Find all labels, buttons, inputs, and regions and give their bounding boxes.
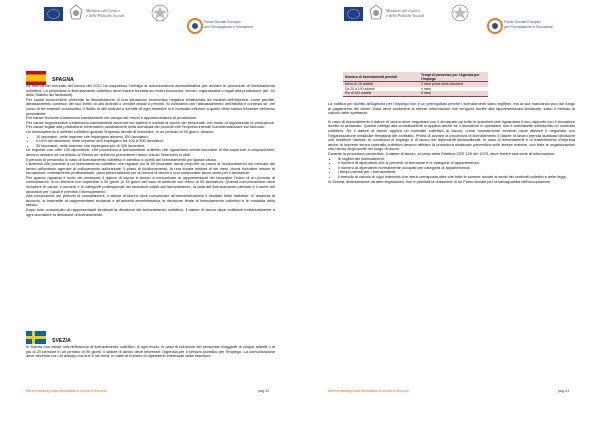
ministry-logo-text: Ministero del Lavoro e delle Politiche Sociali (386, 8, 425, 18)
republic-emblem-icon (450, 3, 470, 23)
required-information-list (328, 157, 575, 180)
republic-emblem-icon (150, 3, 170, 23)
table-header-row (343, 72, 488, 82)
table-cell: Meno di 25 addetti (343, 82, 419, 87)
table-header-cell: Numero di licenziamenti previsti (343, 72, 419, 82)
fse-logo-text: Fondo Sociale Europeo per l'Occupazione e l'Inclusione (204, 20, 254, 29)
list-item: • il numero di dipendenti normalmente occupati per categoria di appartenenza; (338, 166, 575, 171)
notice-period-table (343, 72, 488, 97)
country-heading-sweden: SVEZIA (52, 338, 71, 344)
italian-emblem-icon (368, 4, 384, 22)
table-cell: 2 mesi prima della riduzione (419, 82, 488, 87)
eu-flag-logo (344, 7, 363, 21)
country-heading-spain: SPAGNA (52, 77, 74, 83)
page-number: pag.42 (258, 389, 270, 393)
fse-logo-icon (186, 17, 204, 35)
table-row (343, 91, 488, 96)
table-cell: 6 mesi (419, 91, 488, 96)
sweden-section-text: In Svezia non esiste una definizione di licenziamento collettivo. A ogni modo, in caso di riduzione del personale maggiore di cinque addetti o di più di 20 persone in un periodo di 90 giorni, il datore di lavoro deve informare l'Agenzia per il servizio pubblico per l'Impiego. La comunicazione deve avvenire con un anticipo tra due e sei mesi, in base al numero di dipendenti interessati dalla riduzione. (26, 344, 275, 359)
sweden-continued-text: La notifica per iscritto all'Agenzia per l'Impiego non è un prerequisito perché i licenziamenti siano legittimi, ma la sua mancanza può dar luogo al pagamento dei danni. Essa deve contenere le stesse informazioni che vengono fornite alla rappresentanza sindacale, salvo il metodo di calcolo delle spettanze. In caso di licenziamento il datore di lavoro deve negoziare con il sindacato cui tutte le questioni che riguardano il suo rapporto con il lavoratore iscritto al sindacato. Questo obbligo alla contrattazione si applica anche se il lavoratore in questione non è nonostante sottoscritto un contratto collettivo. Se il datore di lavoro applica un contratto collettivo di lavoro, come normalmente avviene, deve attivare il negoziato con l'organizzazione sindacale firmataria del contratto. Prima di avviare la procedura di licenziamento il datore di lavoro prenda qualsiasi decisione che modifichi l'attività, le condizioni di impiego e di lavoro dei dipendenti sindacalizzati. In caso di licenziamenti e di trasferimento d'impresa anche le imprese senza contratto collettivo devono attivare la procedura sindacale preventiva sulle stesse materie, con tutte le organizzazioni che hanno degli iscritti nel luogo di lavoro. Durante la procedura preventiva, il datore di lavoro, ai sensi della Direttiva CEE 129 del 1975, deve fornire una serie di informazioni: • le ragioni dei licenziamenti; • il numero di dipendenti che si prevede di licenziare e le categorie di appartenenza; • il numero di dipendenti normalmente occupati per categoria di appartenenza; • i tempi previsti per i licenziamenti; • il metodo di calcolo di ogni indennità che verrà corrisposta oltre che tutte le somme dovute ai sensi dei contratti collettivi e delle leggi. In Svezia, diversamente da altre legislazioni, non è prevista la redazione di un Piano sociale per la salvaguardia dell'occupazione. (328, 102, 575, 184)
table-cell: 4 mesi (419, 87, 488, 92)
table-header-cell: Tempi di preavviso per l'Agenzia per l'Impiego (419, 72, 488, 82)
list-item: • 30 lavoratori, nelle imprese che impiegano più di 300 lavoratori. (36, 144, 275, 149)
page-footer: Benchmarking sulla flessibilità in uscita in Europa (328, 389, 409, 393)
ministry-logo-text: Ministero del Lavoro e delle Politiche Sociali (86, 8, 125, 18)
list-item: • le ragioni dei licenziamenti; (338, 157, 575, 162)
eu-flag-logo (44, 7, 63, 21)
table-cell: Più di 100 addetti (343, 91, 419, 96)
table-cell: Da 25 a 100 addetti (343, 87, 419, 92)
page-footer: Benchmarking sulla flessibilità in uscita in Europa (26, 389, 107, 393)
fse-logo-text: Fondo Sociale Europeo per l'Occupazione e l'Inclusione (504, 20, 554, 29)
list-item: • il metodo di calcolo di ogni indennità che verrà corrisposta oltre che tutte le somme dovute ai sensi dei contratti collettivi e delle leggi. (338, 175, 575, 180)
spain-threshold-list (26, 135, 275, 149)
italian-emblem-icon (68, 4, 84, 22)
right-page (300, 0, 600, 424)
list-item: • i tempi previsti per i licenziamenti; (338, 170, 575, 175)
fse-logo-icon (486, 17, 504, 35)
page-number: pag.43 (558, 389, 570, 393)
sweden-flag-icon (26, 331, 46, 344)
list-item: • 10 lavoratori, nelle imprese che impiegano almeno 100 lavoratori; (36, 135, 275, 140)
spain-section-text: La riforma del mercato del lavoro del 2012 ha soppresso l'obbligo di autorizzazione amministrativa per avviare le procedure di licenziamento collettivo. La procedura di licenziamento collettivo deve essere fondata su motivi economici, tecnici, organizzativi o legati alla produzione (art. 51 dello Statuto dei lavoratori). Per cause economiche s'intende la dimostrazione di una situazione economica negativa evidenziata da risultati dell'impresa, come perdite, abbassamento continuo del suo livello di utili ordinari o vendite attuali o previsti. Si considera che l'abbassamento dell'attività è continuo se, nel corso di tre trimestri consecutivi, il livello di utili ordinari o vendite di ogni trimestre si è mostrato inferiore a quello dello stesso trimestre dell'anno precedente. Per cause tecniche s'intendono cambiamenti nel campo dei mezzi o apparecchiature di produzione. Per cause organizzative s'intendono cambiamenti avvenuti nei sistemi e metodi di lavoro del personale, nel modo di organizzare la produzione. Per cause legate alla produzione s'intendono cambiamenti nella domanda dei prodotti che l'impresa intende commercializzare sul mercato. Un licenziamento è definito collettivo quando l'impresa decide di licenziare, in un periodo di 90 giorni, almeno: • 10 lavoratori, nelle imprese che impiegano almeno 100 lavoratori; • il 10% dei lavoratori, nelle imprese che impiegano tra 100 a 300 lavoratori; • 30 lavoratori, nelle imprese che impiegano più di 300 lavoratori. Le imprese con oltre 100 dipendenti, che procedono a licenziamenti collettivi che riguardano anche lavoratori di età superiore a cinquant'anni, devono versare un contributo al Tesoro se nell'anno precedente hanno chiuso l'esercizio in utile. Il periodo di preavviso in caso di licenziamento collettivo è identico a quello del licenziamento per giusta causa. L'azienda che procede a un licenziamento collettivo che riguardi più di 50 lavoratori dovrà proporre un piano di ricollocamento sul mercato del lavoro utilizzando agenzie di collocamento autorizzate. Il piano di ricollocamento, di una durata minima di sei mesi, dovrà includere misure di formazione, orientamento professionale, piani personalizzati per la ricerca di lavoro e non comportare alcun costo per il lavoratore. Per quanto riguarda il ruolo dei sindacati, il datore di lavoro è tenuto a comunicare ai rappresentanti del lavoratori l'inizio di un periodo di consultazioni, in un termine non superiore a 30 giorni (o 15 giorni nel caso di aziende con meno di 50 lavoratori). Questa comunicazione deve includere le cause, il numero e le categorie professionali dei lavoratori colpiti dal licenziamento, la data del licenziamento previsto e il nome del lavoratori per i quali è previsto il licenziamento. Alla conclusione del periodo di consultazioni, il datore di lavoro deve comunicare all'amministrazione il risultato delle trattative. In assenza di accordo, si trasmette ai rappresentanti sindacali e all'autorità amministrativa la decisione finale di licenziamento collettivo e le modalità dello stesso. Dopo aver comunicato ai rappresentanti sindacali la decisione del licenziamento collettivo, il datore di lavoro deve notificare individualmente a ogni lavoratore la decisione di licenziamento. (26, 84, 275, 217)
list-item: • il 10% dei lavoratori, nelle imprese che impiegano tra 100 a 300 lavoratori; (36, 139, 275, 144)
list-item: • il numero di dipendenti che si prevede di licenziare e le categorie di appartenenza; (338, 161, 575, 166)
